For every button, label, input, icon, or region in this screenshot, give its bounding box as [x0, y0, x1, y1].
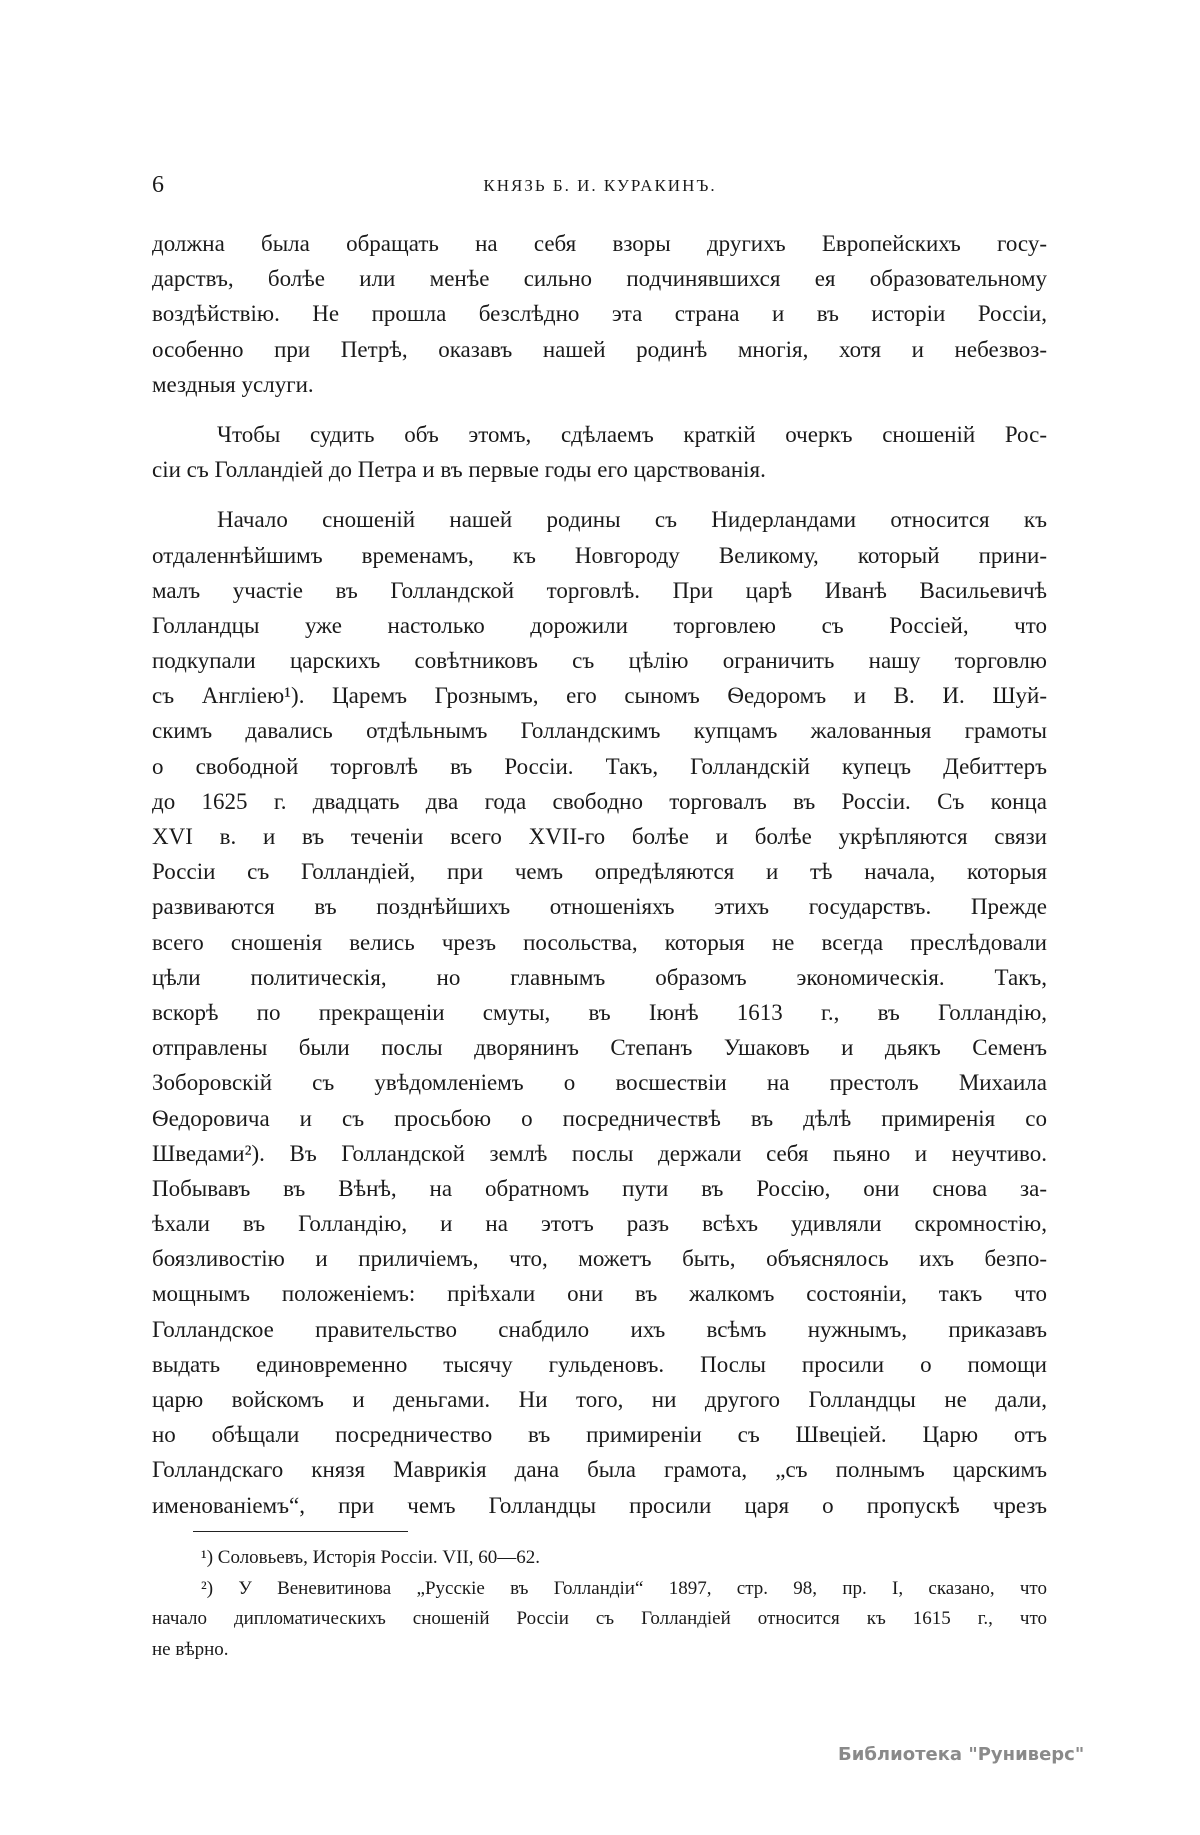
text-line: о свободной торговлѣ въ Россiи. Такъ, Голландскiй купецъ Дебиттеръ	[152, 753, 1047, 779]
text-line: воздѣйствiю. Не прошла безслѣдно эта страна и въ исторiи Россiи,	[152, 301, 1047, 327]
text-line: всего сношенiя велись чрезъ посольства, которыя не всегда преслѣдовали	[152, 929, 1047, 955]
footnote-line: ²) У Веневитинова „Русскiе въ Голландiи“ 1897, стр. 98, пр. I, сказано, что	[201, 1577, 1047, 1599]
running-title: КНЯЗЬ Б. И. КУРАКИНЪ.	[483, 176, 717, 195]
text-line: Россiи съ Голландiей, при чемъ опредѣляются и тѣ начала, которыя	[152, 859, 1047, 885]
text-line: подкупали царскихъ совѣтниковъ съ цѣлiю ограничить нашу торговлю	[152, 648, 1047, 674]
footnotes	[152, 1543, 1047, 1665]
text-line: мездныя услуги.	[152, 371, 314, 397]
text-line: отдаленнѣйшимъ временамъ, къ Новгороду Великому, который прини-	[152, 542, 1047, 568]
text-line: развиваются въ позднѣйшихъ отношенiяхъ этихъ государствъ. Прежде	[152, 894, 1047, 920]
page-number: 6	[152, 172, 164, 198]
text-line: должна была обращать на себя взоры другихъ Европейскихъ госу-	[152, 231, 1047, 256]
text-line: Голландскаго князя Маврикiя дана была грамота, „съ полнымъ царскимъ	[152, 1457, 1047, 1483]
text-line: Голландское правительство снабдило ихъ всѣмъ нужнымъ, приказавъ	[152, 1316, 1047, 1342]
text-line: Ѳедоровича и съ просьбою о посредничествѣ въ дѣлѣ примиренiя со	[152, 1105, 1047, 1131]
text-line: именованiемъ“, при чемъ Голландцы просили царя о пропускѣ чрезъ	[152, 1492, 1047, 1518]
paragraph	[152, 226, 1047, 402]
paragraph	[152, 417, 1047, 487]
text-line: вскорѣ по прекращенiи смуты, въ Iюнѣ 1613 г., въ Голландiю,	[152, 999, 1047, 1025]
footnote-line: ¹) Соловьевъ, Исторiя Россiи. VII, 60—62.	[201, 1547, 541, 1568]
text-line: отправлены были послы дворянинъ Степанъ Ушаковъ и дьякъ Семенъ	[152, 1035, 1047, 1061]
text-line: XVI в. и въ теченiи всего XVII-го болѣе и болѣе укрѣпляются связи	[152, 824, 1047, 849]
footnote-line: не вѣрно.	[152, 1638, 229, 1660]
text-line: цѣли политическiя, но главнымъ образомъ экономическiя. Такъ,	[152, 964, 1047, 990]
text-line: съ Англiею¹). Царемъ Грознымъ, его сыномъ Ѳедоромъ и В. И. Шуй-	[152, 683, 1047, 709]
text-line: дарствъ, болѣе или менѣе сильно подчинявшихся ея образовательному	[152, 266, 1047, 292]
text-line: боязливостiю и приличiемъ, что, можетъ быть, объяснялось ихъ безпо-	[152, 1246, 1047, 1272]
text-line: сiи съ Голландiей до Петра и въ первые годы его царствованiя.	[152, 457, 766, 483]
text-line: до 1625 г. двадцать два года свободно торговалъ въ Россiи. Съ конца	[152, 788, 1047, 814]
text-line: Зоборовскiй съ увѣдомленiемъ о восшествiи на престолъ Михаила	[152, 1070, 1047, 1096]
footnote-divider	[193, 1531, 408, 1532]
library-watermark: Библиотека "Руниверс"	[838, 1744, 1085, 1765]
text-line: мощнымъ положенiемъ: прiѣхали они въ жалкомъ состоянiи, такъ что	[152, 1281, 1047, 1307]
paragraph	[152, 502, 1047, 1522]
text-line: особенно при Петрѣ, оказавъ нашей родинѣ многiя, хотя и небезвоз-	[152, 336, 1047, 362]
text-line: скимъ давались отдѣльнымъ Голландскимъ купцамъ жалованныя грамоты	[152, 718, 1047, 744]
footnote-line: начало дипломатическихъ сношенiй Россiи съ Голландiей относится къ 1615 г., что	[152, 1608, 1047, 1629]
text-line: Побывавъ въ Вѣнѣ, на обратномъ пути въ Россiю, они снова за-	[152, 1175, 1047, 1201]
text-line: Чтобы судить объ этомъ, сдѣлаемъ краткiй очеркъ сношенiй Рос-	[217, 421, 1047, 447]
text-line: Начало сношенiй нашей родины съ Нидерландами относится къ	[217, 507, 1047, 533]
main-text	[152, 226, 1047, 1538]
text-line: Шведами²). Въ Голландской землѣ послы держали себя пьяно и неучтиво.	[152, 1140, 1047, 1166]
text-line: малъ участiе въ Голландской торговлѣ. При царѣ Иванѣ Васильевичѣ	[152, 577, 1047, 603]
text-line: но обѣщали посредничество въ примиренiи съ Швецiей. Царю отъ	[152, 1422, 1047, 1448]
text-line: выдать единовременно тысячу гульденовъ. Послы просили о помощи	[152, 1351, 1047, 1377]
text-line: ѣхали въ Голландiю, и на этотъ разъ всѣхъ удивляли скромностiю,	[152, 1211, 1047, 1237]
text-line: царю войскомъ и деньгами. Ни того, ни другого Голландцы не дали,	[152, 1387, 1047, 1412]
text-line: Голландцы уже настолько дорожили торговлею съ Россiей, что	[152, 612, 1047, 638]
